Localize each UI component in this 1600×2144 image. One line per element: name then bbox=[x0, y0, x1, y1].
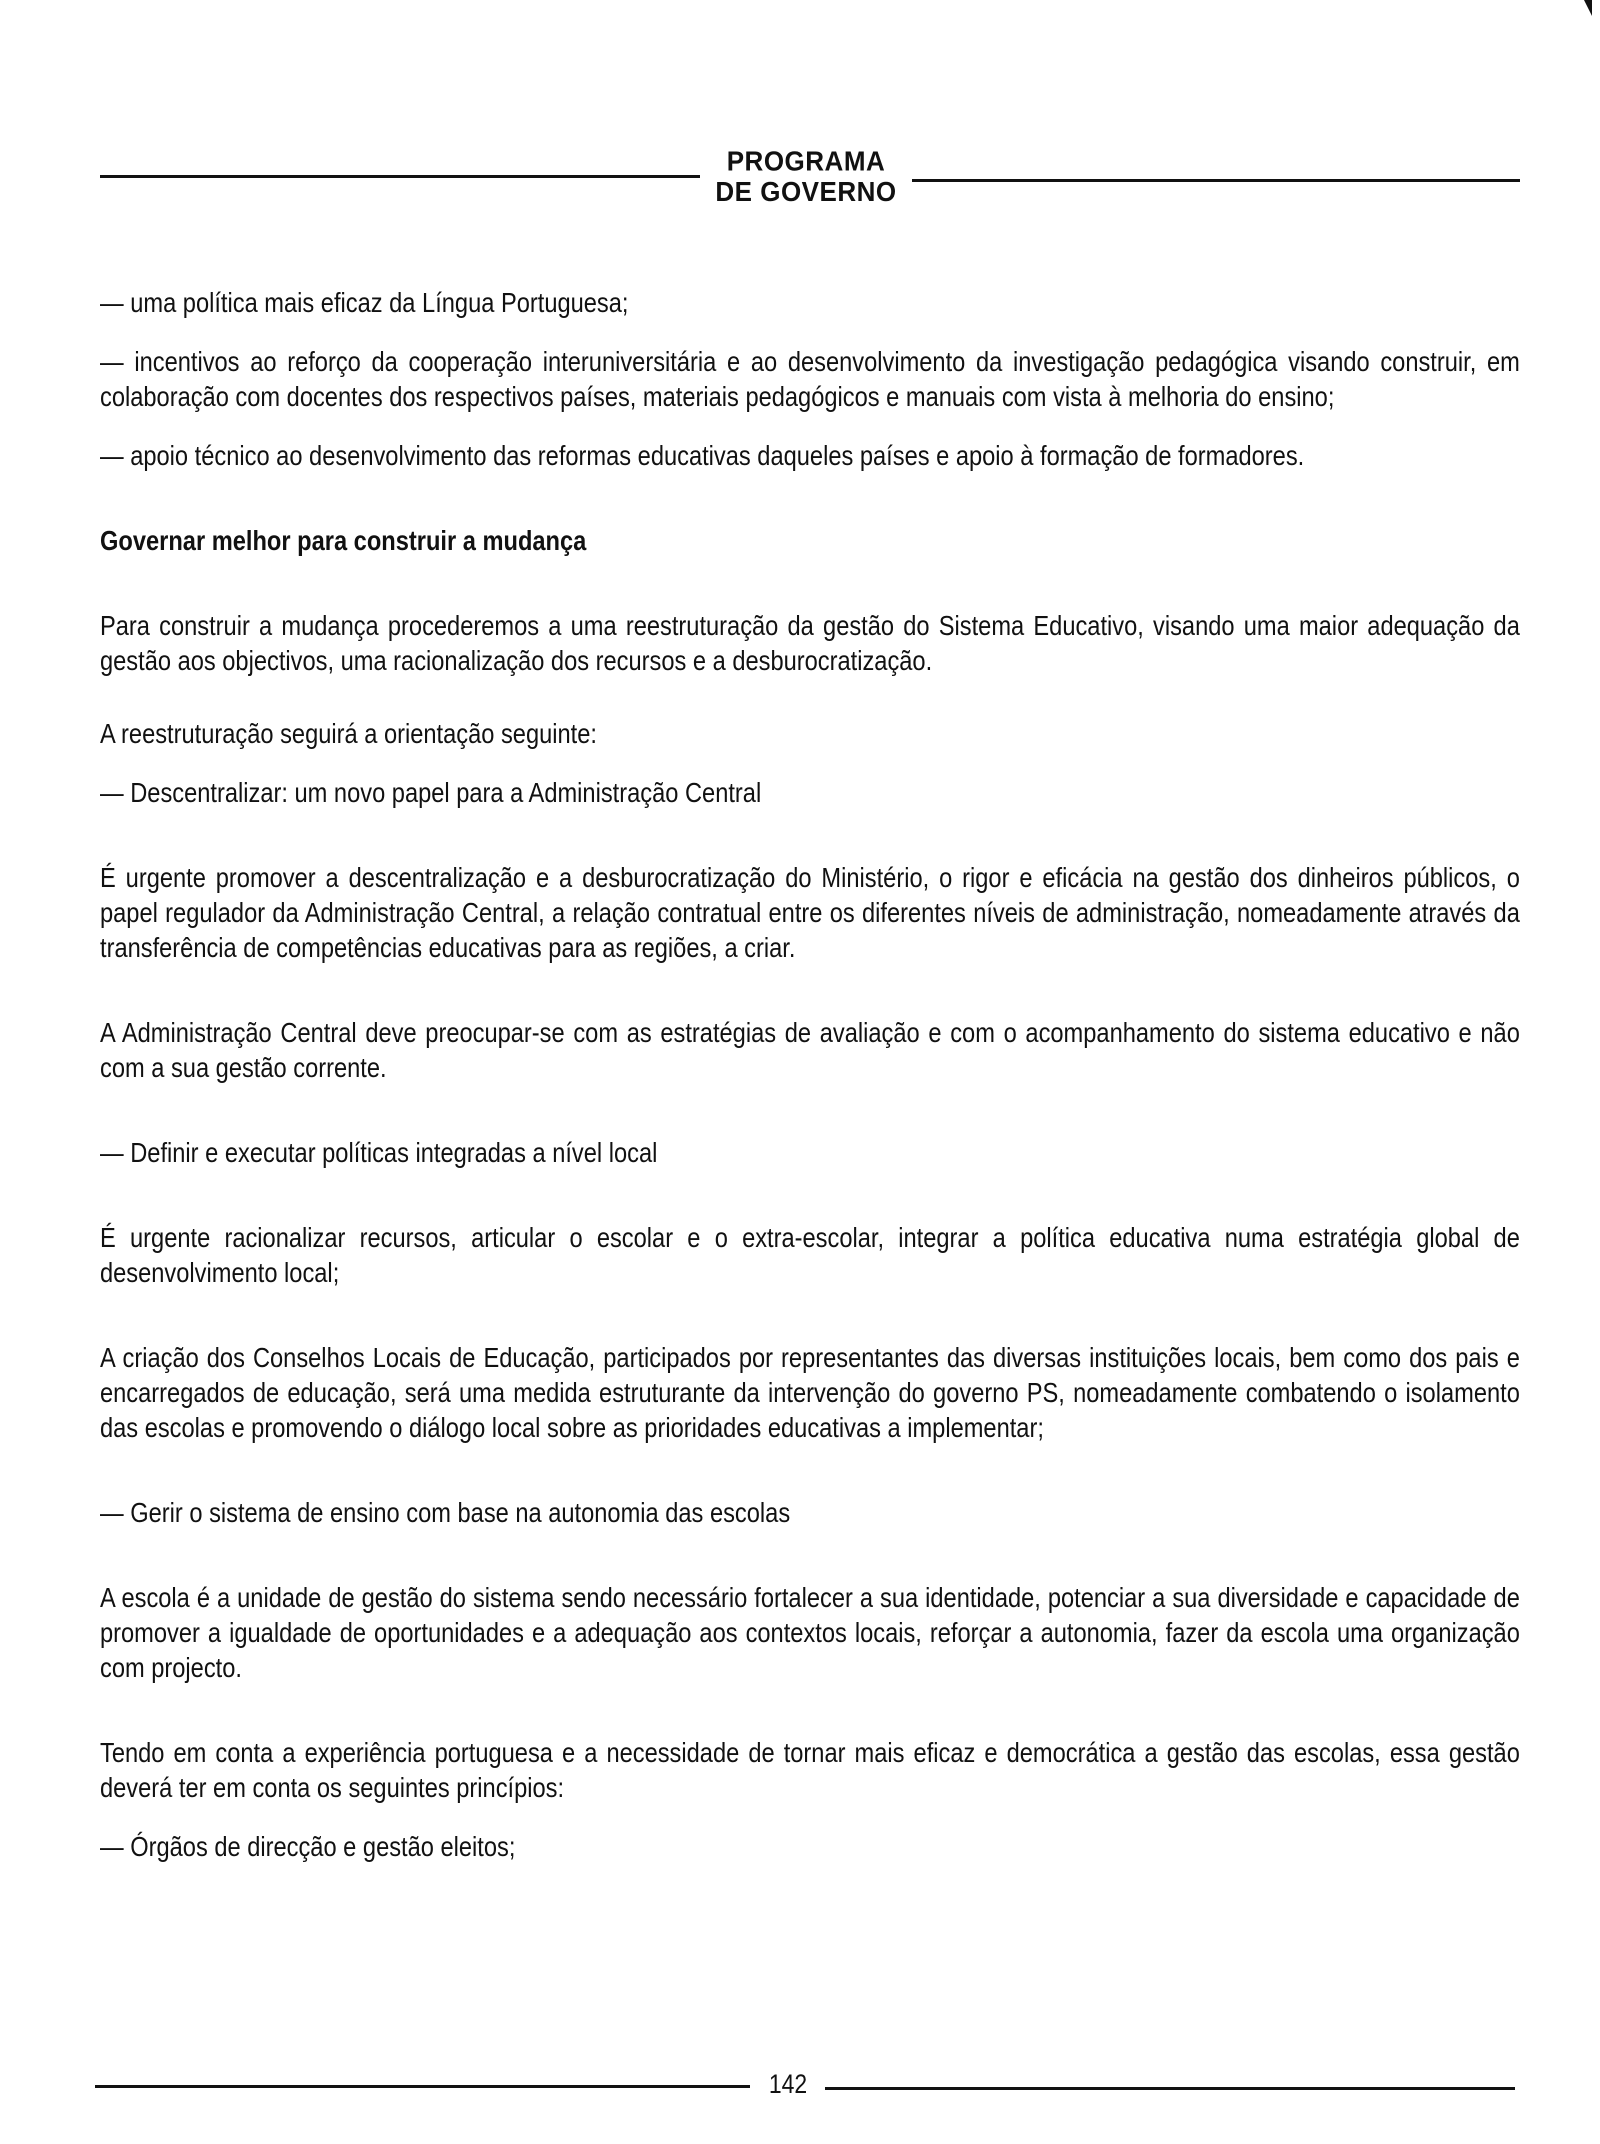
intro-paragraph: Para construir a mudança procederemos a uma reestruturação da gestão do Sistema Educativo, visando uma maior adequação da gestão aos objectivos, uma racionalização dos recursos e a desburocratização. bbox=[100, 610, 1520, 676]
bullet-apoio-tecnico: — apoio técnico ao desenvolvimento das reformas educativas daqueles países e apoio à formação de formadores. bbox=[100, 440, 1305, 471]
page-number: 142 bbox=[768, 2069, 808, 2099]
footer-rule-left bbox=[95, 2085, 750, 2088]
footer-rule-right bbox=[825, 2087, 1515, 2090]
item2-paragraph1: É urgente racionalizar recursos, articular o escolar e o extra-escolar, integrar a política educativa numa estratégia global de desenvolvimento local; bbox=[100, 1222, 1520, 1288]
item1-title: — Descentralizar: um novo papel para a Administração Central bbox=[100, 777, 762, 808]
bullet-cooperacao-interuniversitaria: — incentivos ao reforço da cooperação interuniversitária e ao desenvolvimento da investigação pedagógica visando construir, em colaboração com docentes dos respectivos países, materiais pedagógicos e manuais com vista à melhoria do ensino; bbox=[100, 346, 1520, 412]
section-heading: Governar melhor para construir a mudança bbox=[100, 525, 587, 556]
item3-paragraph2: Tendo em conta a experiência portuguesa e a necessidade de tornar mais eficaz e democrática a gestão das escolas, essa gestão deverá ter em conta os seguintes princípios: bbox=[100, 1737, 1520, 1803]
page-header bbox=[100, 145, 1520, 212]
header-title-line1: PROGRAMA bbox=[726, 145, 886, 177]
principle-orgaos-eleitos: — Órgãos de direcção e gestão eleitos; bbox=[100, 1831, 516, 1862]
page-body bbox=[100, 285, 1520, 1864]
orientation-lead: A reestruturação seguirá a orientação seguinte: bbox=[100, 718, 597, 749]
item2-title: — Definir e executar políticas integradas a nível local bbox=[100, 1137, 658, 1168]
bullet-lingua-portuguesa: — uma política mais eficaz da Língua Portuguesa; bbox=[100, 287, 629, 318]
header-rule-right bbox=[912, 179, 1520, 182]
item1-paragraph1: É urgente promover a descentralização e a desburocratização do Ministério, o rigor e eficácia na gestão dos dinheiros públicos, o papel regulador da Administração Central, a relação contratual entre os diferentes níveis de administração, nomeadamente através da transferência de competências educativas para as regiões, a criar. bbox=[100, 862, 1520, 963]
scan-corner-mark bbox=[1584, 0, 1592, 16]
item2-paragraph2: A criação dos Conselhos Locais de Educação, participados por representantes das diversas instituições locais, bem como dos pais e encarregados de educação, será uma medida estruturante da intervenção do governo PS, nomeadamente combatendo o isolamento das escolas e promovendo o diálogo local sobre as prioridades educativas a implementar; bbox=[100, 1342, 1520, 1443]
page-footer bbox=[95, 2066, 1515, 2102]
item3-title: — Gerir o sistema de ensino com base na autonomia das escolas bbox=[100, 1497, 791, 1528]
item1-paragraph2: A Administração Central deve preocupar-se com as estratégias de avaliação e com o acompanhamento do sistema educativo e não com a sua gestão corrente. bbox=[100, 1017, 1520, 1083]
item3-paragraph1: A escola é a unidade de gestão do sistema sendo necessário fortalecer a sua identidade, potenciar a sua diversidade e capacidade de promover a igualdade de oportunidades e a adequação aos contextos locais, reforçar a autonomia, fazer da escola uma organização com projecto. bbox=[100, 1582, 1520, 1683]
header-title-line2: DE GOVERNO bbox=[715, 175, 897, 208]
header-title bbox=[706, 147, 906, 208]
header-rule-left bbox=[100, 175, 700, 178]
